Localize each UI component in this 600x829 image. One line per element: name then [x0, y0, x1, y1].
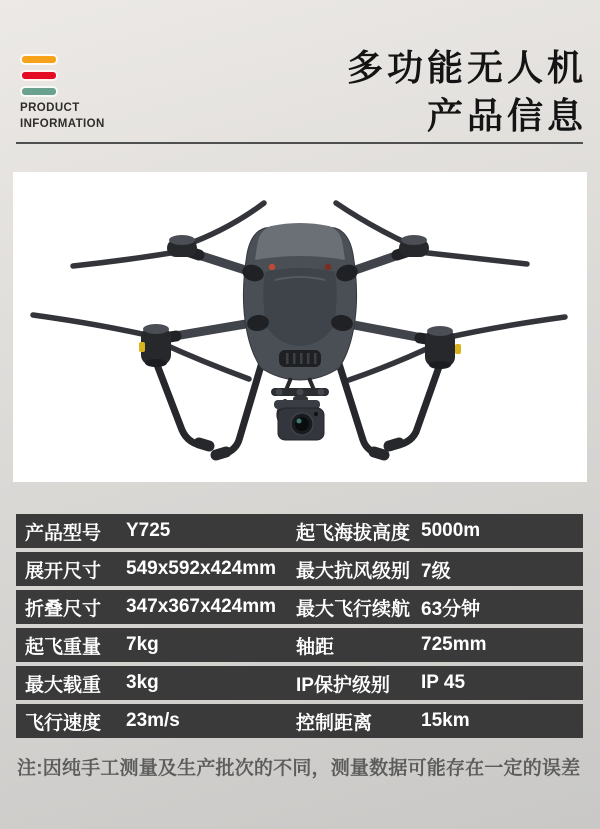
spec-row-model — [16, 514, 583, 548]
spec-row-max-payload — [16, 666, 583, 700]
spec-label: 起飞海拔高度 — [296, 522, 411, 544]
spec-label: 最大飞行续航 — [296, 598, 411, 620]
spec-value: IP 45 — [421, 672, 466, 693]
tagline-line-2: INFORMATION — [20, 118, 105, 131]
header-divider — [16, 142, 583, 144]
spec-label: IP保护级别 — [296, 674, 390, 696]
spec-label: 起飞重量 — [25, 636, 102, 658]
yellow-accent-left — [139, 342, 145, 352]
spec-value: 549x592x424mm — [126, 558, 277, 579]
spec-value: Y725 — [126, 520, 171, 541]
beacon-light-right — [325, 264, 331, 270]
title-line-2: 产品信息 — [426, 95, 587, 136]
spec-label: 轴距 — [296, 636, 335, 658]
product-image-panel — [13, 172, 587, 482]
tagline-line-1: PRODUCT — [20, 102, 80, 114]
spec-row-unfolded-size — [16, 552, 583, 586]
spec-value: 23m/s — [126, 710, 180, 731]
spec-label: 折叠尺寸 — [25, 598, 102, 620]
yellow-accent-right — [455, 344, 461, 354]
spec-value: 5000m — [421, 520, 481, 541]
spec-value: 725mm — [421, 634, 487, 655]
spec-row-flight-speed — [16, 704, 583, 738]
spec-label: 最大抗风级别 — [296, 560, 411, 582]
page-title — [23, 44, 587, 140]
measurement-disclaimer-note: 注:因纯手工测量及生产批次的不同，测量数据可能存在一定的误差 — [17, 758, 581, 779]
spec-label: 展开尺寸 — [25, 560, 102, 582]
spec-table — [16, 514, 583, 742]
spec-value: 7级 — [421, 560, 451, 582]
spec-label: 控制距离 — [296, 712, 373, 734]
spec-row-folded-size — [16, 590, 583, 624]
spec-label: 产品型号 — [25, 522, 102, 544]
gimbal-camera — [271, 378, 329, 440]
drone-body — [240, 223, 360, 380]
beacon-light-left — [269, 264, 275, 270]
spec-value: 7kg — [126, 634, 159, 655]
title-line-1: 多功能无人机 — [346, 47, 587, 88]
spec-row-takeoff-weight — [16, 628, 583, 662]
spec-label: 飞行速度 — [25, 712, 102, 734]
spec-label: 最大载重 — [25, 674, 102, 696]
spec-value: 15km — [421, 710, 470, 731]
drone-illustration — [13, 172, 587, 482]
spec-value: 347x367x424mm — [126, 596, 277, 617]
spec-value: 63分钟 — [421, 598, 481, 620]
spec-value: 3kg — [126, 672, 159, 693]
